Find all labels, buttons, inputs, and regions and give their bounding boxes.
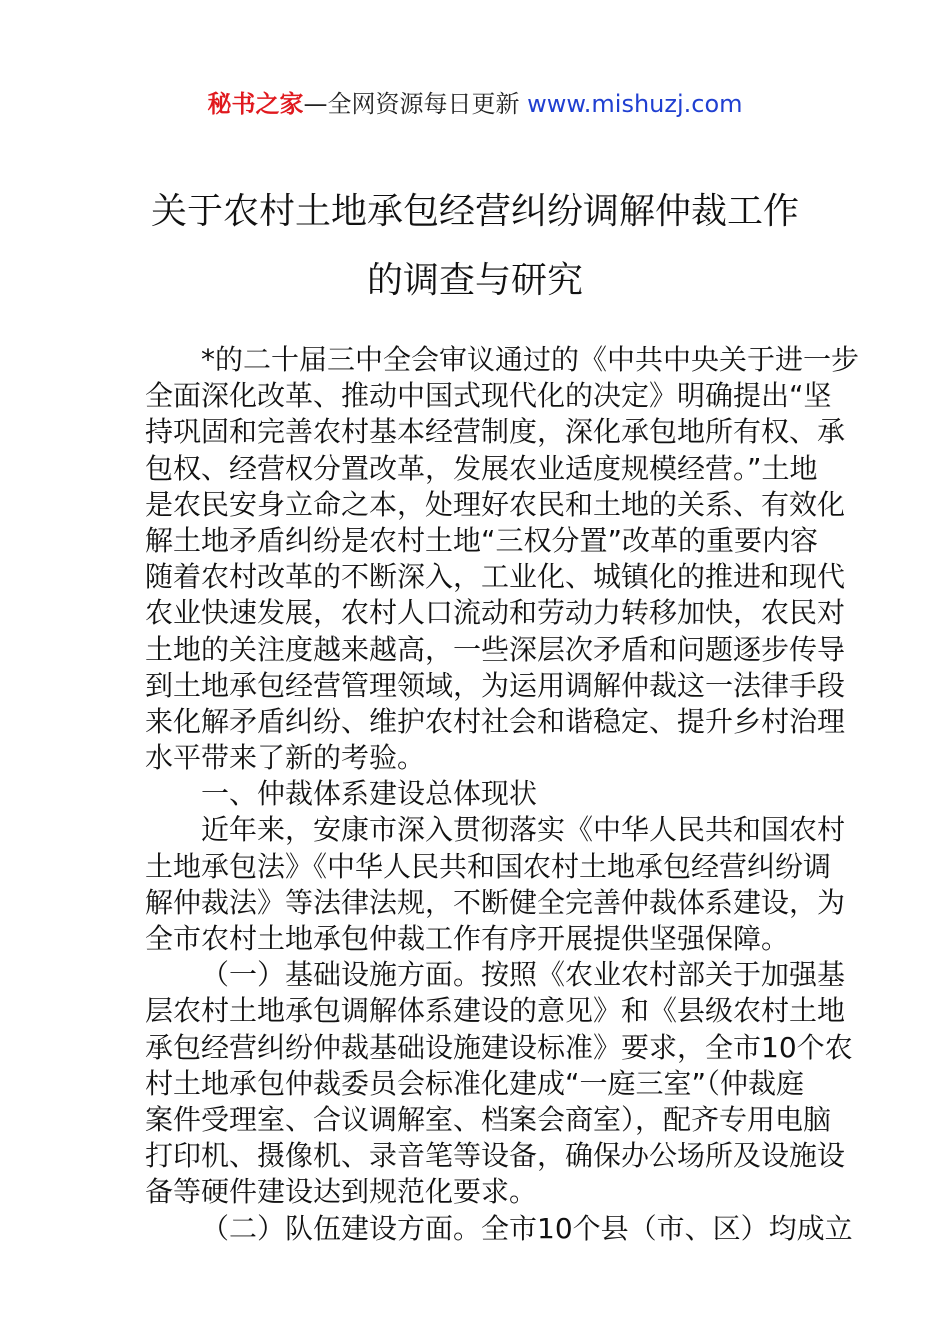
paragraph-line: 承包经营纠纷仲裁基础设施建设标准》要求，全市10个农 <box>145 1030 853 1064</box>
paragraph-line: 包权、经营权分置改革，发展农业适度规模经营。”土地 <box>145 451 818 485</box>
site-url-link[interactable]: www.mishuzj.com <box>527 90 743 118</box>
paragraph-line: 水平带来了新的考验。 <box>145 741 426 775</box>
paragraph-line: *的二十届三中全会审议通过的《中共中央关于进一步 <box>201 343 860 376</box>
document-body <box>145 342 860 1247</box>
paragraph-line: 层农村土地承包调解体系建设的意见》和《县级农村土地 <box>145 994 846 1028</box>
document-title-line-2: 的调查与研究 <box>366 260 583 301</box>
paragraph-line: 全市农村土地承包仲裁工作有序开展提供坚强保障。 <box>145 922 790 955</box>
site-banner <box>0 86 950 122</box>
document-title-line-1: 关于农村土地承包经营纠纷调解仲裁工作 <box>150 191 799 232</box>
paragraph-line: 近年来，安康市深入贯彻落实《中华人民共和国农村 <box>201 813 846 847</box>
paragraph-line: 土地的关注度越来越高，一些深层次矛盾和问题逐步传导 <box>145 632 846 666</box>
paragraph-line: 解土地矛盾纠纷是农村土地“三权分置”改革的重要内容 <box>145 523 819 557</box>
paragraph-line: 村土地承包仲裁委员会标准化建成“一庭三室”（仲裁庭 <box>145 1066 805 1100</box>
paragraph-line: 农业快速发展，农村人口流动和劳动力转移加快，农民对 <box>145 596 846 630</box>
paragraph-line: 到土地承包经营管理领域，为运用调解仲裁这一法律手段 <box>145 668 846 702</box>
paragraph-line: 案件受理室、合议调解室、档案会商室），配齐专用电脑 <box>145 1102 832 1136</box>
subsection-paragraph-line: （二）队伍建设方面。全市10个县（市、区）均成立 <box>201 1211 853 1245</box>
banner-tagline: —全网资源每日更新 <box>303 90 528 118</box>
section-heading: 一、仲裁体系建设总体现状 <box>201 777 538 811</box>
paragraph-line: 随着农村改革的不断深入，工业化、城镇化的推进和现代 <box>145 560 846 594</box>
paragraph-line: 来化解矛盾纠纷、维护农村社会和谐稳定、提升乡村治理 <box>145 704 846 738</box>
paragraph-line: 土地承包法》《中华人民共和国农村土地承包经营纠纷调 <box>145 849 832 883</box>
brand-name: 秘书之家 <box>207 90 304 118</box>
paragraph-line: 是农民安身立命之本，处理好农民和土地的关系、有效化 <box>145 487 846 521</box>
paragraph-line: 打印机、摄像机、录音笔等设备，确保办公场所及设施设 <box>145 1139 846 1173</box>
paragraph-line: 持巩固和完善农村基本经营制度，深化承包地所有权、承 <box>145 415 846 449</box>
paragraph-line: 解仲裁法》等法律法规，不断健全完善仲裁体系建设，为 <box>145 885 846 919</box>
paragraph-line: 备等硬件建设达到规范化要求。 <box>145 1175 538 1209</box>
subsection-paragraph-line: （一）基础设施方面。按照《农业农村部关于加强基 <box>201 958 846 992</box>
paragraph-line: 全面深化改革、推动中国式现代化的决定》明确提出“坚 <box>145 379 832 413</box>
